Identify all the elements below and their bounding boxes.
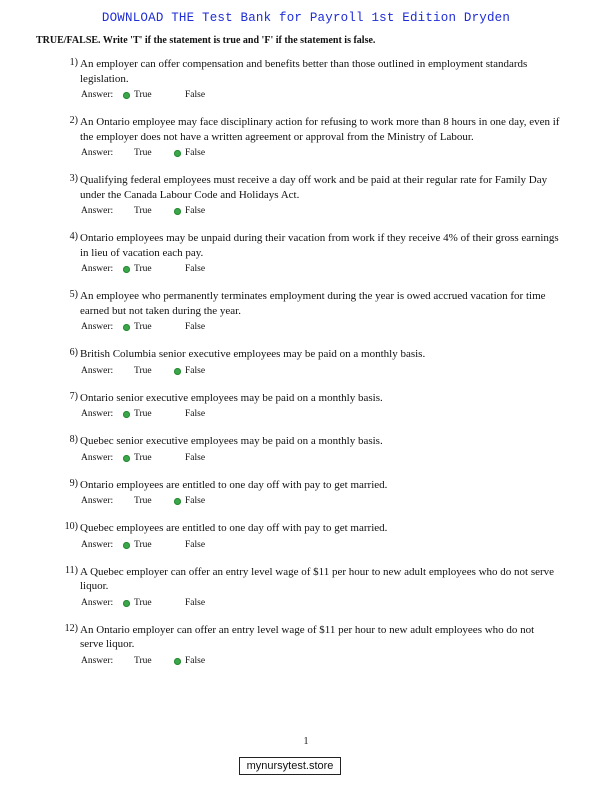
question-number: 3) xyxy=(69,173,78,184)
option-true xyxy=(134,495,152,508)
answer-row xyxy=(81,89,612,102)
option-false xyxy=(185,263,205,276)
site-watermark-box: mynursytest.store xyxy=(239,757,341,775)
question-item xyxy=(0,231,612,276)
question-number: 12) xyxy=(64,622,78,634)
option-false-label: False xyxy=(185,206,206,216)
answer-label: Answer: xyxy=(81,655,114,666)
correct-answer-dot-icon xyxy=(174,658,181,665)
correct-answer-dot-icon xyxy=(123,455,130,462)
question-text: British Columbia senior executive employees may be paid on a monthly basis. xyxy=(80,348,426,360)
option-true-label: True xyxy=(134,365,152,376)
option-true-label: True xyxy=(134,322,152,332)
answer-label: Answer: xyxy=(81,496,114,506)
answer-row xyxy=(81,321,612,334)
correct-answer-dot-icon xyxy=(123,542,130,549)
answer-row xyxy=(81,365,612,378)
option-true xyxy=(134,597,152,610)
question-text: Quebec employees are entitled to one day off with pay to get married. xyxy=(80,522,388,534)
download-banner: DOWNLOAD THE Test Bank for Payroll 1st Edition Dryden xyxy=(101,11,511,25)
question-text: An Ontario employee may face disciplinary action for refusing to work more than 8 hours in one day, even if the employer does not have a written agreement or approval from the Ministry of Labour. xyxy=(80,116,560,143)
option-false-label: False xyxy=(185,655,206,666)
option-false xyxy=(185,539,205,552)
question-text: Qualifying federal employees must receive a day off work and be paid at their regular rate for Family Day under the Canada Labour Code and Holidays Act. xyxy=(80,174,548,201)
question-item xyxy=(0,434,612,465)
option-false xyxy=(185,89,205,102)
question-number: 4) xyxy=(69,231,78,242)
question-text: An Ontario employer can offer an entry level wage of $11 per hour to new adult employees who do not serve liquor. xyxy=(80,623,535,650)
question-text: Quebec senior executive employees may be paid on a monthly basis. xyxy=(80,435,383,447)
question-item xyxy=(0,391,612,422)
answer-label: Answer: xyxy=(81,539,114,550)
option-false-label: False xyxy=(185,452,206,463)
answer-row xyxy=(81,495,612,508)
question-item xyxy=(0,173,612,218)
question-text: Ontario employees are entitled to one day off with pay to get married. xyxy=(80,478,388,491)
question-item xyxy=(0,565,612,610)
answer-label: Answer: xyxy=(81,264,114,274)
option-true-label: True xyxy=(134,264,152,274)
correct-answer-dot-icon xyxy=(123,411,130,418)
option-false-label: False xyxy=(185,539,206,550)
answer-row xyxy=(81,147,612,160)
question-list xyxy=(0,57,612,681)
option-false xyxy=(185,365,205,378)
question-text: An employer can offer compensation and benefits better than those outlined in employment standards legislation. xyxy=(80,58,528,85)
answer-row xyxy=(81,539,612,552)
option-false-label: False xyxy=(185,322,206,332)
option-true-label: True xyxy=(134,409,152,419)
option-true-label: True xyxy=(134,206,152,216)
answer-label: Answer: xyxy=(81,322,114,332)
correct-answer-dot-icon xyxy=(174,498,181,505)
option-false-label: False xyxy=(185,496,206,506)
option-true xyxy=(134,89,152,102)
option-false-label: False xyxy=(185,365,206,376)
answer-row xyxy=(81,263,612,276)
correct-answer-dot-icon xyxy=(174,368,181,375)
option-true xyxy=(134,205,152,218)
question-item xyxy=(0,623,612,668)
option-true-label: True xyxy=(134,90,152,100)
question-item xyxy=(0,347,612,378)
option-false xyxy=(185,205,205,218)
option-true xyxy=(134,321,152,334)
option-false xyxy=(185,495,205,508)
question-number: 9) xyxy=(69,477,78,489)
question-number: 8) xyxy=(69,434,78,445)
question-number: 2) xyxy=(69,115,78,126)
option-true xyxy=(134,408,152,421)
correct-answer-dot-icon xyxy=(123,92,130,99)
question-text: Ontario employees may be unpaid during their vacation from work if they receive 4% of their gross earnings in lieu of vacation each pay. xyxy=(80,232,559,259)
option-false-label: False xyxy=(185,90,206,100)
question-text: A Quebec employer can offer an entry level wage of $11 per hour to new adult employees who do not serve liquor. xyxy=(80,565,555,592)
question-item xyxy=(0,521,612,552)
answer-label: Answer: xyxy=(81,148,114,158)
question-item xyxy=(0,289,612,334)
question-number: 10) xyxy=(64,521,78,532)
option-true-label: True xyxy=(134,597,152,608)
option-false-label: False xyxy=(185,264,206,274)
page-number: 1 xyxy=(303,736,309,747)
correct-answer-dot-icon xyxy=(123,266,130,273)
option-true xyxy=(134,539,152,552)
answer-label: Answer: xyxy=(81,409,114,419)
option-true xyxy=(134,263,152,276)
answer-label: Answer: xyxy=(81,452,114,463)
question-number: 11) xyxy=(65,564,78,576)
option-true xyxy=(134,655,152,668)
correct-answer-dot-icon xyxy=(123,324,130,331)
option-false xyxy=(185,655,205,668)
answer-label: Answer: xyxy=(81,206,114,216)
option-false xyxy=(185,321,205,334)
section-instructions: TRUE/FALSE. Write 'T' if the statement is true and 'F' if the statement is false. xyxy=(36,35,376,46)
question-text: An employee who permanently terminates employment during the year is owed accrued vacation for time earned but not taken during the year. xyxy=(80,290,546,317)
question-item xyxy=(0,478,612,509)
answer-row xyxy=(81,408,612,421)
question-number: 7) xyxy=(69,390,78,402)
answer-label: Answer: xyxy=(81,365,114,376)
correct-answer-dot-icon xyxy=(123,600,130,607)
option-true-label: True xyxy=(134,655,152,666)
answer-row xyxy=(81,597,612,610)
option-false xyxy=(185,597,205,610)
option-false-label: False xyxy=(185,597,206,608)
option-false xyxy=(185,408,205,421)
option-false xyxy=(185,147,205,160)
answer-row xyxy=(81,655,612,668)
option-true-label: True xyxy=(134,452,152,463)
option-false-label: False xyxy=(185,409,206,419)
correct-answer-dot-icon xyxy=(174,208,181,215)
answer-row xyxy=(81,205,612,218)
option-true xyxy=(134,452,152,465)
question-text: Ontario senior executive employees may be paid on a monthly basis. xyxy=(80,391,383,404)
question-number: 1) xyxy=(69,57,78,68)
option-true-label: True xyxy=(134,539,152,550)
question-item xyxy=(0,115,612,160)
option-false xyxy=(185,452,205,465)
option-true xyxy=(134,147,152,160)
answer-label: Answer: xyxy=(81,597,114,608)
correct-answer-dot-icon xyxy=(174,150,181,157)
answer-label: Answer: xyxy=(81,90,114,100)
option-true xyxy=(134,365,152,378)
question-number: 6) xyxy=(69,347,78,358)
option-true-label: True xyxy=(134,496,152,506)
option-false-label: False xyxy=(185,148,206,158)
question-item xyxy=(0,57,612,102)
question-number: 5) xyxy=(69,289,78,300)
option-true-label: True xyxy=(134,148,152,158)
answer-row xyxy=(81,452,612,465)
